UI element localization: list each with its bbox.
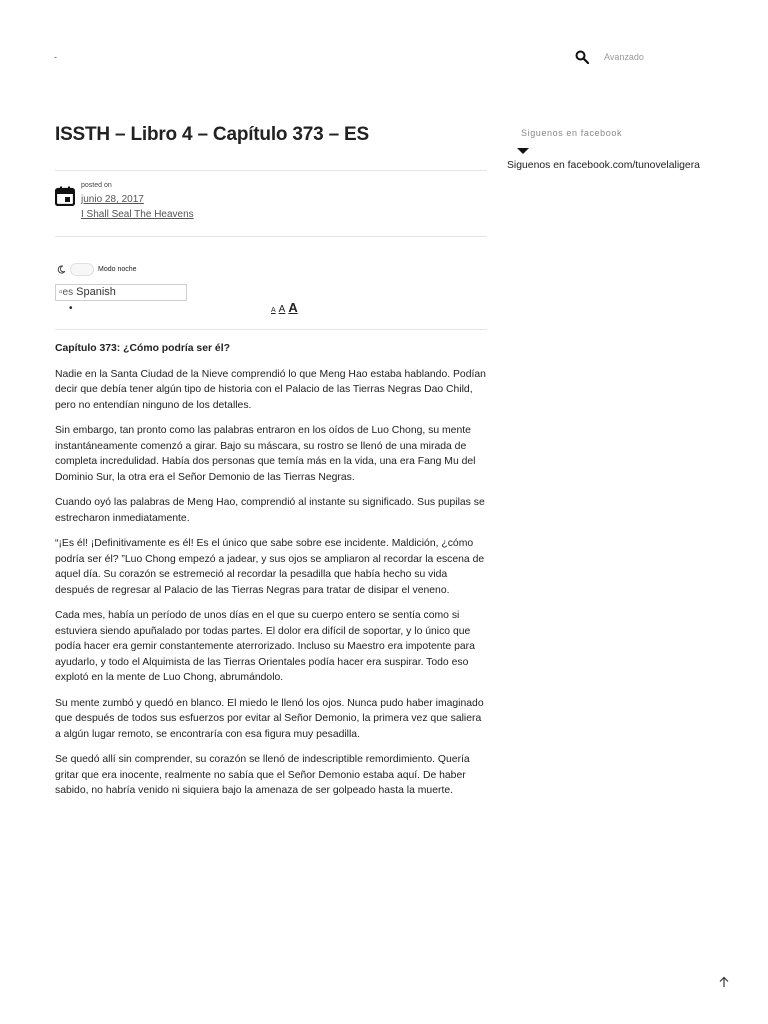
language-flag-icon: ▫es	[59, 287, 74, 298]
triangle-down-icon	[517, 148, 529, 154]
chapter-paragraph: Cada mes, había un período de unos días en el que su cuerpo entero se sentía como si estuviera siendo apuñalado por todas partes. El dolor era difícil de soportar, y lo único que podía hacer era gemir constantemente aterrorizado. Incluso su Maestro era impotente para ayudarlo, y todo el Alquimista de las Tierras Orientales podía hacer era suspirar. Todo eso explotó en la mente de Luo Chong, abrumándolo.	[55, 610, 475, 683]
font-size-controls	[271, 300, 298, 315]
page-title: ISSTH – Libro 4 – Capítulo 373 – ES	[55, 124, 369, 145]
divider	[55, 236, 487, 237]
category-link[interactable]: I Shall Seal The Heavens	[81, 209, 194, 220]
facebook-widget-title: Siguenos en facebook	[521, 128, 623, 138]
search-icon[interactable]	[575, 50, 589, 64]
chapter-paragraph: “¡Es él! ¡Definitivamente es él! Es el único que sabe sobre ese incidente. Maldición, ¿cómo podría ser él? ”Luo Chong empezó a jadear, y sus ojos se ampliaron al recordar la escena de aquel día. Su corazón se estremeció al recordar la pesadilla que había hecho su vida después de regresar al Palacio de las Tierras Negras para tratar de disipar el veneno.	[55, 538, 485, 596]
site-logo[interactable]: -	[54, 52, 57, 62]
night-mode-switch[interactable]	[70, 263, 94, 276]
post-date-link[interactable]: junio 28, 2017	[81, 194, 144, 205]
sidebar	[507, 128, 747, 171]
advanced-search-link[interactable]: Avanzado	[604, 52, 644, 62]
chapter-paragraph: Nadie en la Santa Ciudad de la Nieve comprendió lo que Meng Hao estaba hablando. Podían decir que debía tener algún tipo de historia con el Palacio de las Tierras Negras Dao Child, pero no entendían ninguno de los detalles.	[55, 368, 486, 411]
facebook-widget-text: Siguenos en facebook.com/tunovelaligera	[507, 160, 700, 171]
posted-on-label: posted on	[81, 182, 112, 189]
chapter-paragraph: Cuando oyó las palabras de Meng Hao, comprendió al instante su significado. Sus pupilas se estrecharon inmediatamente.	[55, 497, 485, 524]
night-mode-label: Modo noche	[98, 266, 137, 273]
night-mode-toggle[interactable]	[57, 263, 137, 276]
divider	[55, 170, 487, 171]
calendar-icon	[55, 186, 75, 206]
chapter-paragraph: Sin embargo, tan pronto como las palabras entraron en los oídos de Luo Chong, su mente instantáneamente comenzó a girar. Bajo su máscara, su rostro se llenó de una mirada de completa incredulidad. Había dos personas que temía más en la vida, una era Fang Mu del Dominio Sur, la otra era el Señor Demonio de las Tierras Negras.	[55, 425, 476, 483]
divider	[55, 329, 487, 330]
font-size-small-button[interactable]: A	[271, 307, 276, 314]
site-header	[0, 0, 768, 110]
chapter-heading: Capítulo 373: ¿Cómo podría ser él?	[55, 343, 230, 354]
language-name: Spanish	[76, 286, 116, 298]
font-size-large-button[interactable]: A	[288, 300, 298, 315]
chapter-content	[55, 341, 487, 809]
font-size-medium-button[interactable]: A	[278, 304, 286, 315]
chapter-paragraph: Su mente zumbó y quedó en blanco. El miedo le llenó los ojos. Nunca pudo haber imaginado que después de todos sus esfuerzos por evitar al Señor Demonio, la primera vez que saliera a algún lugar remoto, se encontraría con esa figura muy pesadilla.	[55, 697, 484, 740]
language-selector[interactable]	[55, 284, 187, 301]
chapter-paragraph: Se quedó allí sin comprender, su corazón se llenó de indescriptible remordimiento. Quería gritar que era inocente, realmente no sabía que el Señor Demonio estaba aquí. De haber sabido, no habría venido ni siquiera bajo la amenaza de ser golpeado hasta la muerte.	[55, 754, 470, 796]
arrow-up-icon[interactable]	[718, 976, 730, 988]
list-bullet: •	[69, 303, 73, 314]
moon-icon	[57, 265, 66, 274]
